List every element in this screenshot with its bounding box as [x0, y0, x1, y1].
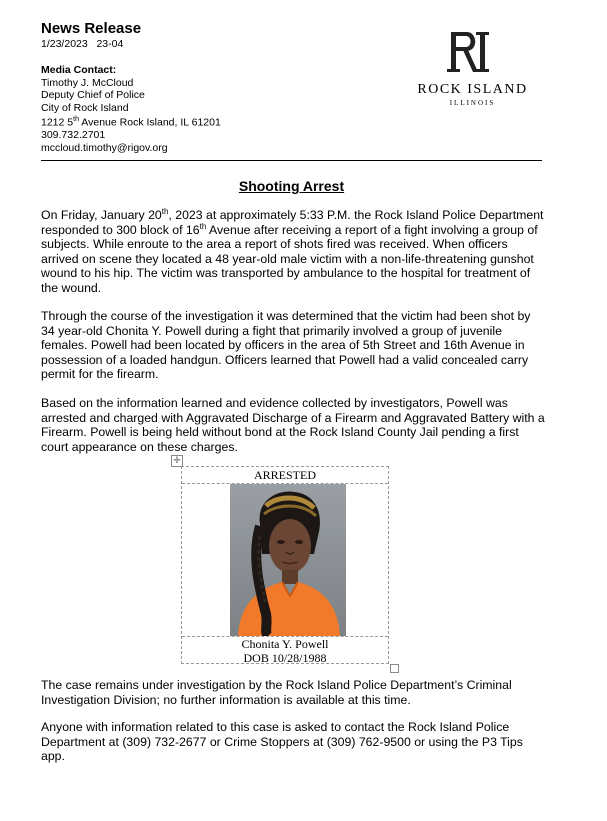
contact-address	[41, 114, 221, 129]
logo-state: ILLINOIS	[449, 99, 496, 107]
media-contact-heading: Media Contact:	[41, 64, 117, 76]
release-date: 1/23/2023 23-04	[41, 38, 124, 50]
mugshot-illustration	[230, 484, 346, 636]
paragraph-5: Anyone with information related to this case is asked to contact the Rock Island Police Department at (309) 732-2677 or Crime Stoppers at (309) 762-9500 or using the P3 Tips app.	[41, 720, 523, 764]
p1-part-a: On Friday, January 20	[41, 208, 162, 222]
header-divider	[41, 160, 542, 161]
news-release-heading: News Release	[41, 20, 142, 37]
ri-monogram-icon	[445, 28, 501, 76]
paragraph-3: Based on the information learned and evidence collected by investigators, Powell was arrested and charged with Aggravated Discharge of a Firearm and Aggravated Battery with a Firearm. Powell is being held without bond at the Rock Island County Jail pending a first court appearance on these charges.	[41, 396, 545, 454]
article-title: Shooting Arrest	[238, 178, 345, 194]
paragraph-4: The case remains under investigation by the Rock Island Police Department’s Criminal Investigation Division; no further information is available at this time.	[41, 678, 512, 707]
address-sup: th	[73, 116, 79, 123]
address-part-1: 1212 5	[41, 116, 74, 129]
arrestee-dob: DOB 10/28/1988	[243, 651, 327, 665]
contact-name: Timothy J. McCloud	[41, 76, 134, 89]
arrest-photo-table	[181, 466, 389, 664]
contact-email[interactable]: mccloud.timothy@rigov.org	[41, 141, 168, 154]
p1-part-b: , 2023 at approximately 5:33 P.M. the Rock Island Police Department responded to 300 block of 16	[41, 208, 544, 237]
contact-org: City of Rock Island	[41, 101, 129, 114]
p1-sup-1: th	[161, 206, 169, 216]
contact-role: Deputy Chief of Police	[41, 89, 145, 101]
media-contact-block	[41, 64, 221, 154]
contact-phone: 309.732.2701	[41, 129, 106, 141]
resize-handle-icon[interactable]	[390, 664, 399, 673]
move-icon[interactable]: ✛	[171, 455, 183, 467]
arrestee-name: Chonita Y. Powell	[241, 637, 329, 651]
logo-name: ROCK ISLAND	[417, 82, 528, 97]
paragraph-1	[41, 208, 546, 296]
p1-part-c: Avenue after receiving a report of a fight involving a group of subjects. While enroute to the area a report of shots fired was received. When officers arrived on scene they located a 48 year-old male victim with a non-life-threatening gunshot wound to his hip. The victim was transported by ambulance to the hospital for treatment of the wound.	[41, 222, 538, 295]
rock-island-logo	[405, 28, 540, 108]
p1-sup-2: th	[199, 221, 207, 231]
address-part-2: Avenue Rock Island, IL 61201	[78, 116, 221, 129]
photo-caption	[182, 636, 388, 665]
mugshot-photo	[230, 484, 346, 636]
arrested-label: ARRESTED	[182, 467, 388, 484]
paragraph-2: Through the course of the investigation it was determined that the victim had been shot by 34 year-old Chonita Y. Powell during a fight that primarily involved a group of juvenile females. Powell had been located by officers in the area of 5th Street and 16th Avenue in possession of a loaded handgun. Officers learned that Powell had a valid concealed carry permit for the firearm.	[41, 309, 531, 382]
